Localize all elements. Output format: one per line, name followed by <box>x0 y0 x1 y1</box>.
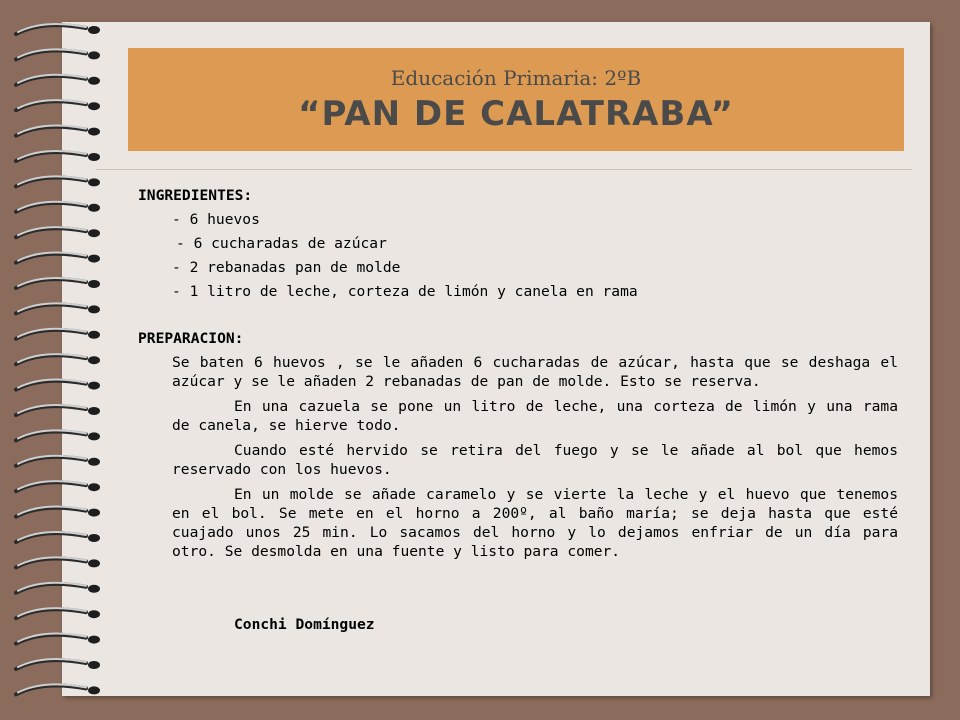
preparation-heading: PREPARACION: <box>138 330 244 347</box>
preparation-step: Se baten 6 huevos , se le añaden 6 cucharadas de azúcar, hasta que se deshaga el azúcar y se le añaden 2 rebanadas de pan de molde. Esto se reserva. <box>172 354 898 390</box>
spiral-coil-icon <box>16 253 100 263</box>
spiral-coil-icon <box>16 608 100 618</box>
spiral-coil-icon <box>16 481 100 491</box>
spiral-coil-icon <box>16 75 100 85</box>
ingredients-list <box>172 210 898 301</box>
spiral-coil-icon <box>16 329 100 339</box>
spiral-coil-icon <box>16 557 100 567</box>
spiral-coil-icon <box>16 151 100 161</box>
spiral-coil-icon <box>16 202 100 212</box>
spiral-coil-icon <box>16 100 100 110</box>
spiral-coil-icon <box>16 634 100 644</box>
spiral-coil-icon <box>16 126 100 136</box>
spiral-coil-icon <box>16 583 100 593</box>
recipe-body <box>138 186 898 634</box>
spiral-coil-icon <box>16 507 100 517</box>
spiral-coil-icon <box>16 684 100 694</box>
spiral-coil-icon <box>16 430 100 440</box>
spiral-coil-icon <box>16 303 100 313</box>
ingredient-item: - 6 cucharadas de azúcar <box>176 235 387 252</box>
spiral-coil-icon <box>16 49 100 59</box>
preparation-step: En un molde se añade caramelo y se vierte la leche y el huevo que tenemos en el bol. Se mete en el horno a 200º, al baño maría; se deja hasta que esté cuajado unos 25 min. Lo sacamos del horno y lo dejamos enfriar de un día para otro. Se desmolda en una fuente y listo para comer. <box>172 486 898 560</box>
spiral-coil-icon <box>16 354 100 364</box>
header-band <box>128 48 904 151</box>
spiral-coil-icon <box>16 176 100 186</box>
spiral-coil-icon <box>16 227 100 237</box>
spiral-coil-icon <box>16 532 100 542</box>
spiral-coil-icon <box>16 278 100 288</box>
spiral-coil-icon <box>16 456 100 466</box>
subtitle: Educación Primaria: 2ºB <box>390 66 642 90</box>
ingredient-item: - 1 litro de leche, corteza de limón y canela en rama <box>172 283 638 300</box>
spiral-binding-icon <box>12 18 112 708</box>
ingredients-heading: INGREDIENTES: <box>138 187 253 204</box>
spiral-coil-icon <box>16 659 100 669</box>
divider <box>96 169 912 170</box>
preparation-step: En una cazuela se pone un litro de leche, una corteza de limón y una rama de canela, se hierve todo. <box>172 398 898 434</box>
recipe-title: “PAN DE CALATRABA” <box>298 94 734 134</box>
preparation-step: Cuando esté hervido se retira del fuego y se le añade al bol que hemos reservado con los huevos. <box>172 442 898 478</box>
ingredient-item: - 2 rebanadas pan de molde <box>172 259 401 276</box>
author-name: Conchi Domínguez <box>234 616 375 633</box>
spiral-coil-icon <box>16 24 100 34</box>
ingredient-item: - 6 huevos <box>172 211 260 228</box>
spiral-coil-icon <box>16 405 100 415</box>
spiral-coil-icon <box>16 380 100 390</box>
